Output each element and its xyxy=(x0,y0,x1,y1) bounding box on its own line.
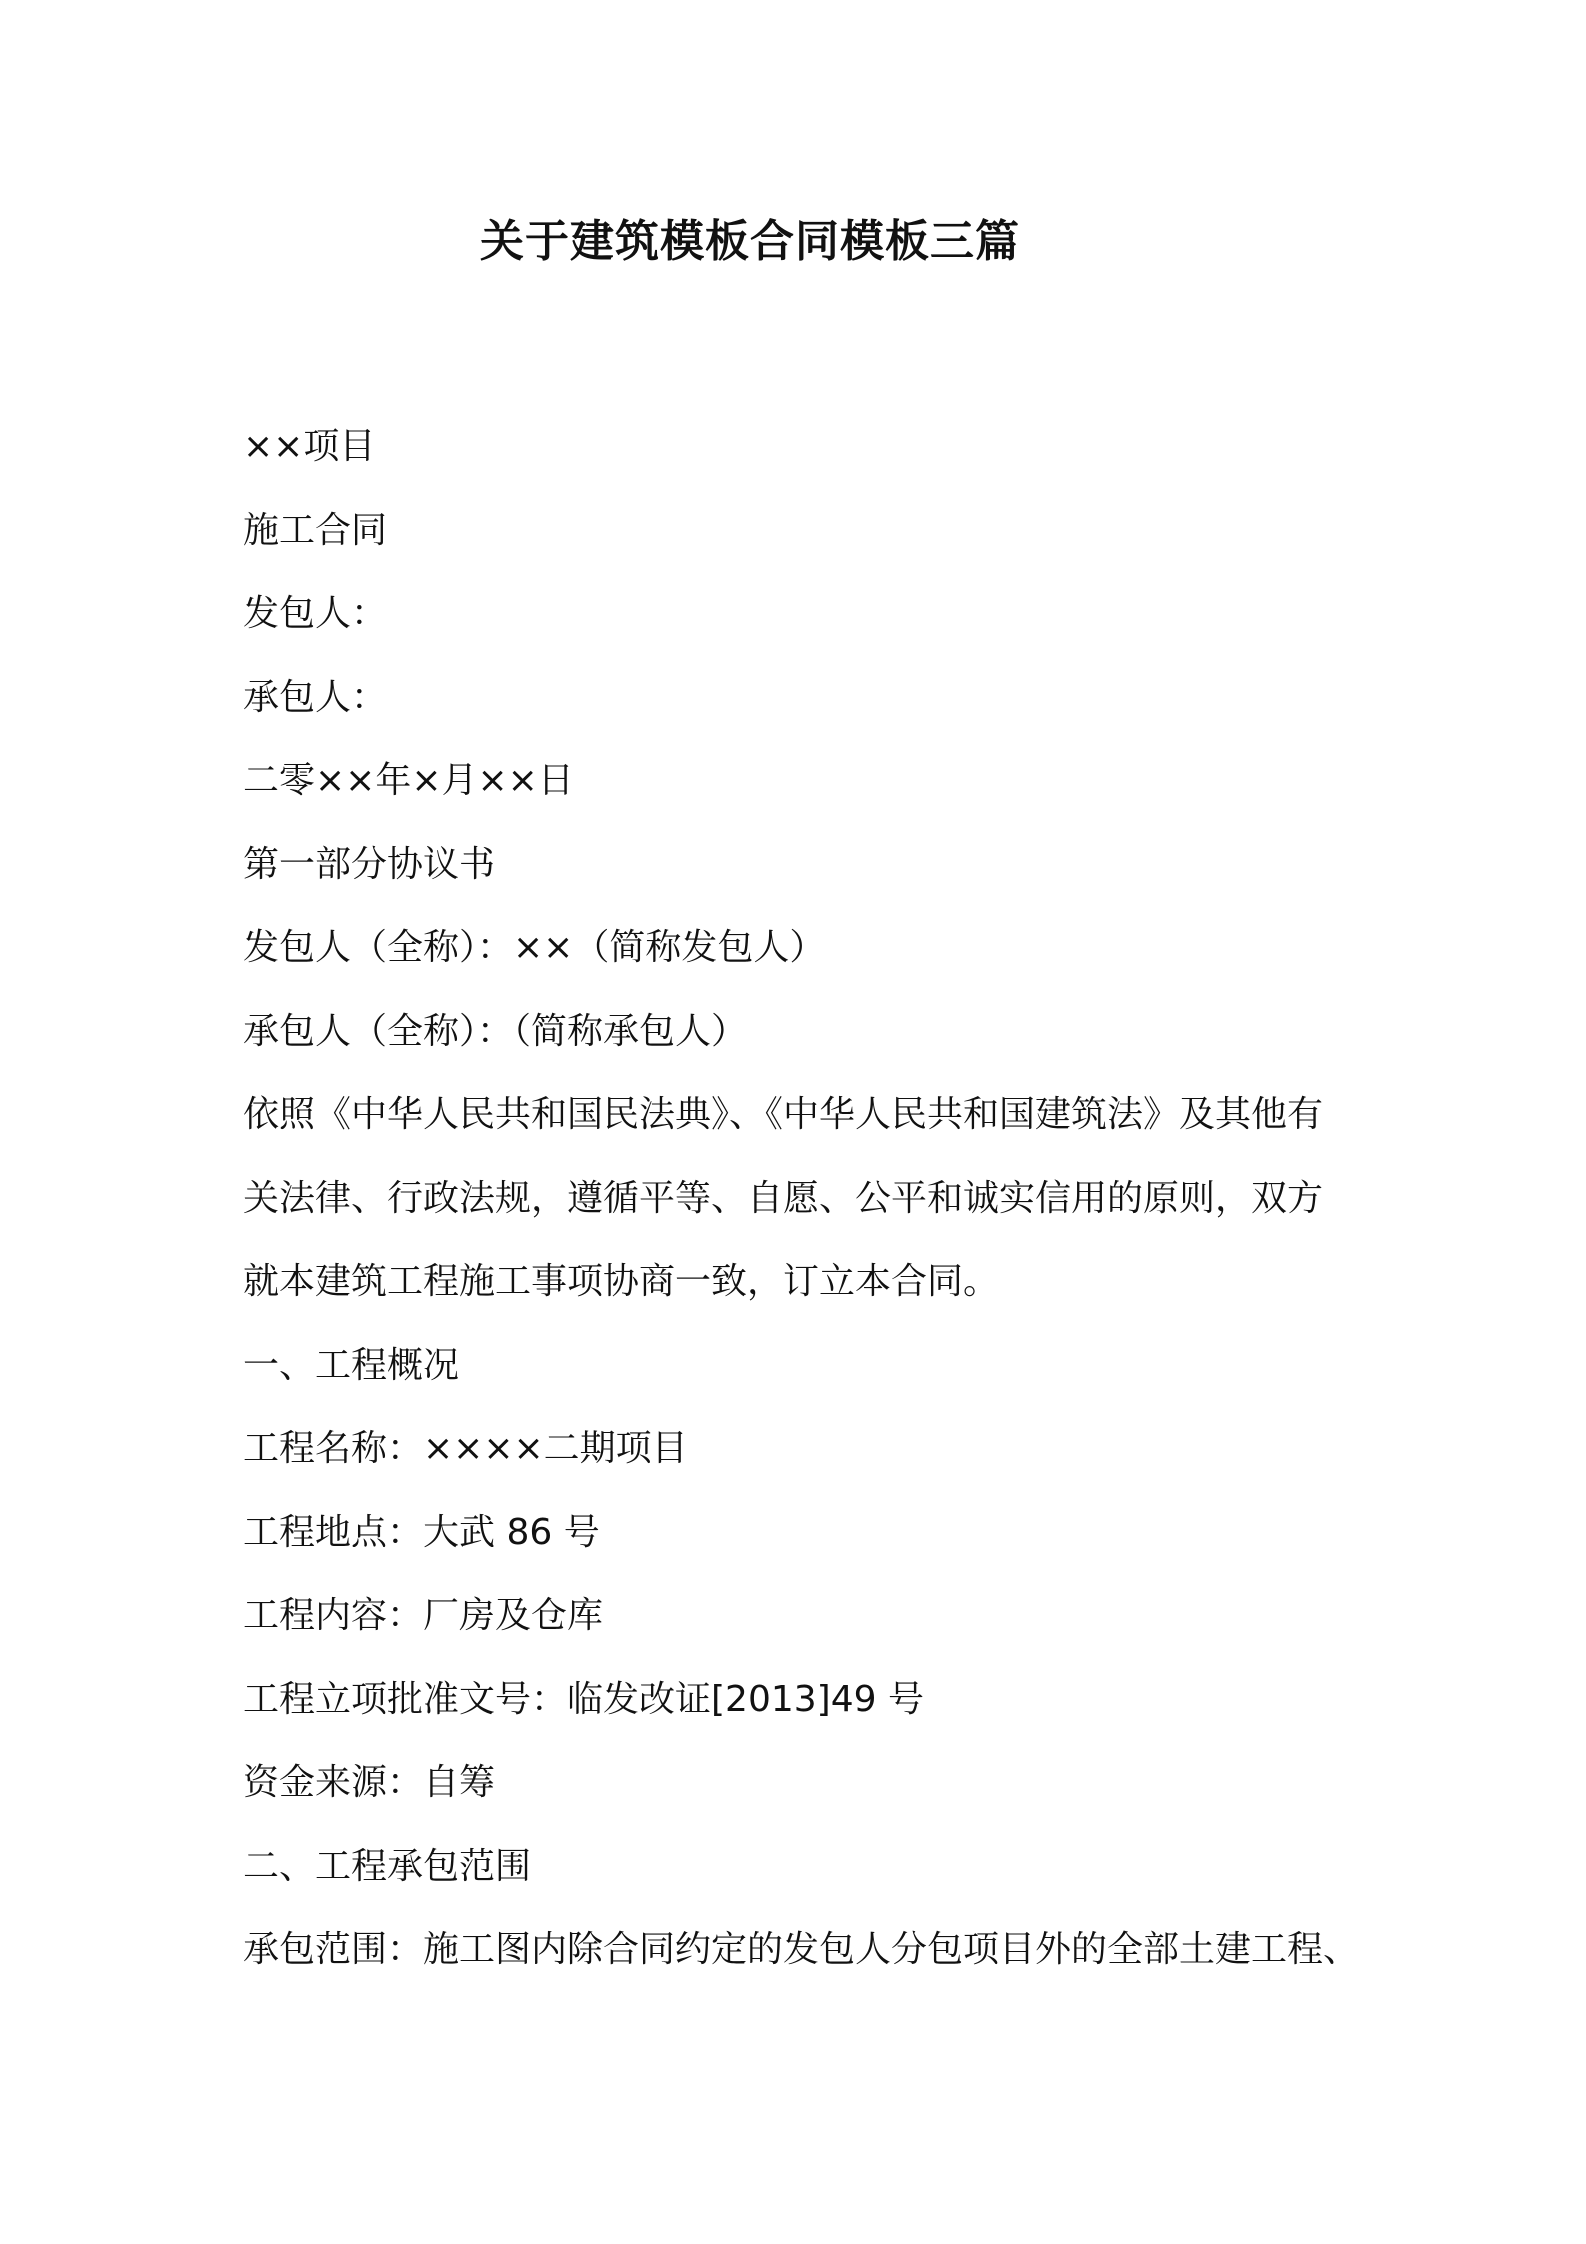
document-title: 关于建筑模板合同模板三篇 xyxy=(480,216,1020,267)
text-line-contractor-full: 承包人（全称）：（简称承包人） xyxy=(243,1010,748,1052)
text-line-project: ××项目 xyxy=(243,426,376,467)
text-line-approval-number: 工程立项批准文号：临发改证[2013]49 号 xyxy=(243,1678,924,1720)
section-heading-scope: 二、工程承包范围 xyxy=(243,1845,532,1887)
text-line-employer-full: 发包人（全称）：××（简称发包人） xyxy=(243,927,826,968)
text-line-scope: 承包范围：施工图内除合同约定的发包人分包项目外的全部土建工程、 xyxy=(243,1929,1360,1970)
text-line-date: 二零××年×月××日 xyxy=(243,760,574,801)
text-line-project-content: 工程内容：厂房及仓库 xyxy=(243,1595,604,1636)
text-line-employer: 发包人： xyxy=(243,593,388,634)
paragraph-line-1: 依照《中华人民共和国民法典》、《中华人民共和国建筑法》及其他有 xyxy=(243,1094,1324,1135)
paragraph-line-2: 关法律、行政法规，遵循平等、自愿、公平和诚实信用的原则，双方 xyxy=(243,1177,1324,1219)
text-line-project-name: 工程名称：××××二期项目 xyxy=(243,1428,688,1469)
text-line-project-location: 工程地点：大武 86 号 xyxy=(243,1511,600,1553)
text-line-contractor: 承包人： xyxy=(243,676,388,718)
text-line-funding-source: 资金来源：自筹 xyxy=(243,1762,496,1803)
paragraph-line-3: 就本建筑工程施工事项协商一致，订立本合同。 xyxy=(243,1261,1000,1302)
document-body xyxy=(243,405,1373,1992)
text-line-contract: 施工合同 xyxy=(243,509,388,551)
section-heading-overview: 一、工程概况 xyxy=(243,1344,460,1386)
section-heading-agreement: 第一部分协议书 xyxy=(243,843,496,885)
